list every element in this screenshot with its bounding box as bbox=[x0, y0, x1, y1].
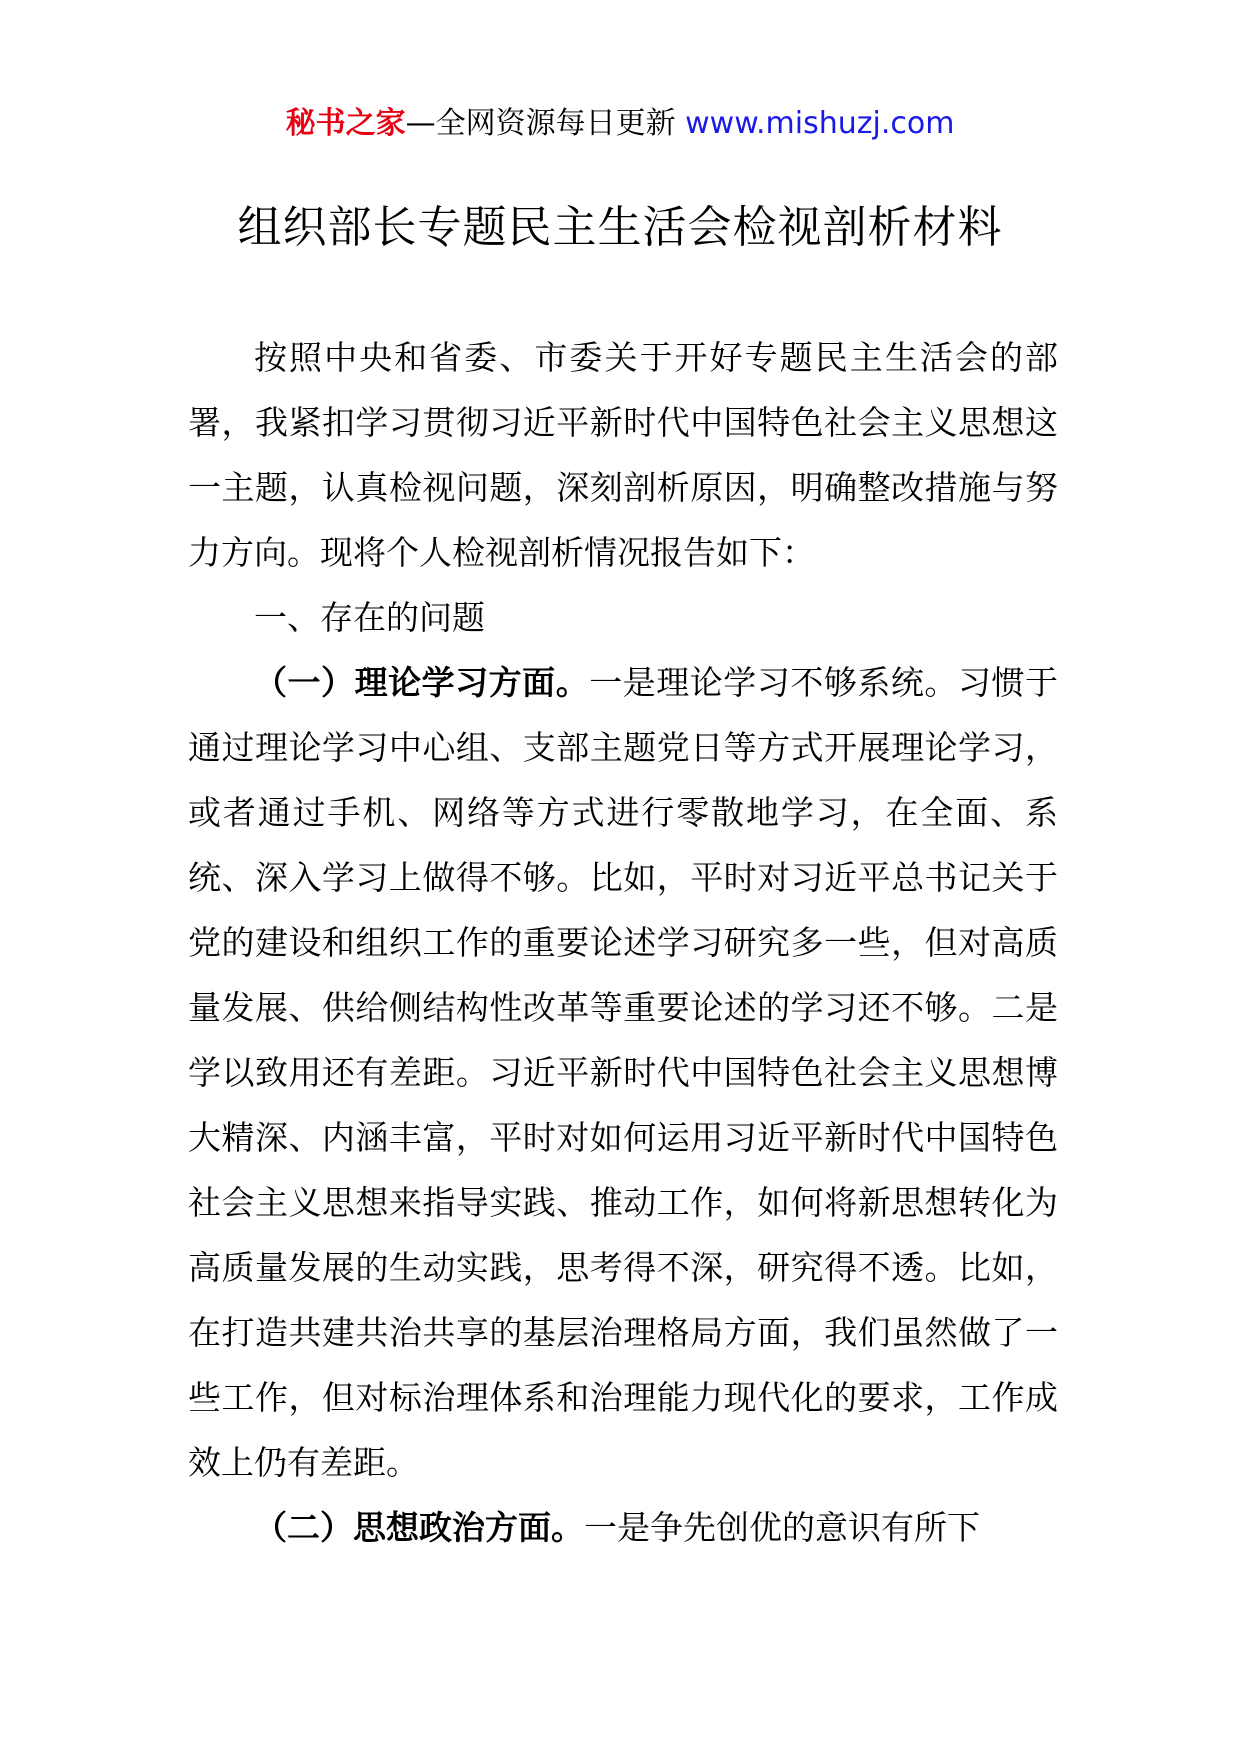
document-body bbox=[188, 325, 1058, 1560]
site-banner bbox=[0, 100, 1240, 148]
site-url-link[interactable]: www.mishuzj.com bbox=[685, 106, 955, 141]
item-text-politics: 一是争先创优的意识有所下 bbox=[584, 1508, 980, 1547]
brand-name: 秘书之家 bbox=[285, 106, 406, 141]
section-heading: 一、存在的问题 bbox=[254, 598, 485, 637]
item-text-theory: 一是理论学习不够系统。习惯于通过理论学习中心组、支部主题党日等方式开展理论学习，或者通过手机、网络等方式进行零散地学习，在全面、系统、深入学习上做得不够。比如，平时对习近平总书记关于党的建设和组织工作的重要论述学习研究多一些，但对高质量发展、供给侧结构性改革等重要论述的学习还不够。二是学以致用还有差距。习近平新时代中国特色社会主义思想博大精深、内涵丰富，平时对如何运用习近平新时代中国特色社会主义思想来指导实践、推动工作，如何将新思想转化为高质量发展的生动实践，思考得不深，研究得不透。比如，在打造共建共治共享的基层治理格局方面，我们虽然做了一些工作，但对标治理体系和治理能力现代化的要求，工作成效上仍有差距。 bbox=[188, 663, 1059, 1482]
intro-paragraph: 按照中央和省委、市委关于开好专题民主生活会的部署，我紧扣学习贯彻习近平新时代中国特色社会主义思想这一主题，认真检视问题，深刻剖析原因，明确整改措施与努力方向。现将个人检视剖析情况报告如下： bbox=[188, 338, 1058, 572]
item-paragraph-theory bbox=[188, 650, 1058, 1495]
item-paragraph-politics bbox=[188, 1495, 1058, 1560]
item-heading-theory: （一）理论学习方面。 bbox=[254, 663, 590, 702]
banner-tagline: —全网资源每日更新 bbox=[405, 106, 686, 141]
document-title: 组织部长专题民主生活会检视剖析材料 bbox=[237, 202, 1003, 253]
item-heading-politics: （二）思想政治方面。 bbox=[254, 1508, 584, 1547]
